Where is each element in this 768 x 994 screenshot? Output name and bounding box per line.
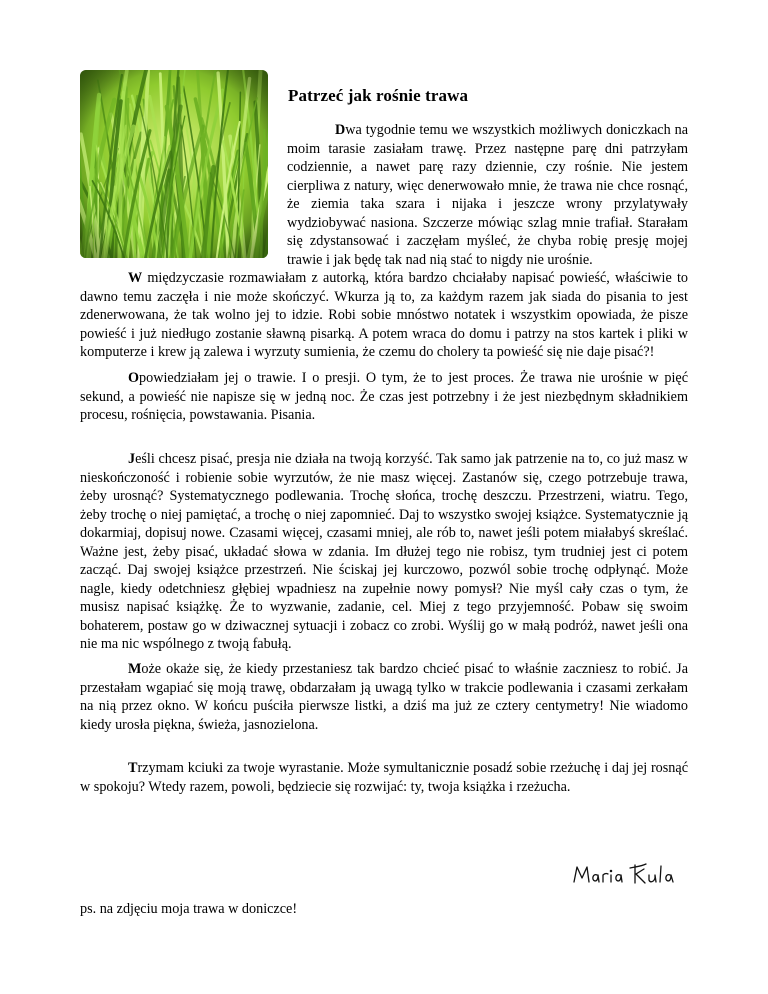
paragraph-3: [80, 369, 688, 425]
paragraph-text: wa tygodnie temu we wszystkich możliwych doniczkach na moim tarasie zasiałam trawę. Przez następne parę dni patrzyłam codziennie, a nawet parę razy dziennie, czy rośnie. Nie jestem cierpliwa z natury, więc denerwowało mnie, że trawa nie chce rosnąć, że ziemia taka szara i nijaka i jeszcze wrony przylatywały wydziobywać nasiona. Szczerze mówiąc szlag mnie trafiał. Starałam się zdystansować i zaczęłam myśleć, że chyba robię presję mojej trawie i jak będę tak nad nią stać to nigdy nie urośnie.: [287, 122, 688, 268]
paragraph-5: [80, 660, 688, 734]
paragraph-1: [287, 121, 688, 269]
grass-photo: [80, 70, 268, 258]
article-title: Patrzeć jak rośnie trawa: [288, 86, 469, 105]
paragraph-text: rzymam kciuki za twoje wyrastanie. Może symultanicznie posadź sobie rzeżuchę i daj jej rosnąć w spokoju? Wtedy razem, powoli, będziecie się rozwijać: ty, twoja książka i rzeżucha.: [80, 760, 688, 795]
handwritten-signature: [572, 858, 684, 890]
drop-initial: D: [335, 122, 346, 138]
drop-initial: W: [128, 270, 143, 286]
grass-image: [80, 70, 268, 258]
paragraph-6: [80, 759, 688, 796]
postscript: ps. na zdjęciu moja trawa w doniczce!: [80, 901, 298, 917]
drop-initial: M: [128, 661, 142, 677]
paragraph-2: [80, 269, 688, 362]
paragraph-text: międzyczasie rozmawiałam z autorką, która bardzo chciałaby napisać powieść, właściwie to dawno temu zaczęła i nie może skończyć. Wkurza ją to, za każdym razem jak siada do pisania to jest zdenerwowana, że tak wolno jej to idzie. Robi sobie mnóstwo notatek i wszystkim opowiada, że pisze powieść i już niedługo zostanie sławną pisarką. A potem wraca do domu i patrzy na stos kartek i pliki w komputerze i krew ją zalewa i wyrzuty sumienia, że czemu do cholery ta powieść się nie daje pisać?!: [80, 270, 688, 360]
paragraph-text: eśli chcesz pisać, presja nie działa na twoją korzyść. Tak samo jak patrzenie na to, co już masz w nieskończoność i robienie sobie wyrzutów, że nie masz więcej. Zastanów się, czego potrzebuje trawa, żeby urosnąć? Systematycznego podlewania. Trochę słońca, trochę deszczu. Przestrzeni, wiatru. Tego, żeby trochę o niej pamiętać, a trochę o niej zapomnieć. Daj to wszystko swojej książce. Systematycznie ją dokarmiaj, dopisuj nowe. Czasami więcej, czasami mniej, ale rób to, nawet jeśli potem miałabyś skreślać. Ważne jest, żeby pisać, układać słowa w zdania. Im dłużej tego nie robisz, tym trudniej jest ci potem zacząć. Daj swojej książce przestrzeń. Nie ściskaj jej kurczowo, pozwól sobie trochę odpłynąć. Może nagle, kiedy odetchniesz głębiej wpadniesz na zupełnie nowy pomysł? Nie myśl cały czas o tym, że musisz napisać książkę. Że to wyzwanie, zadanie, cel. Miej z tego przyjemność. Pobaw się swoim bohaterem, postaw go w dziwacznej sytuacji i zobacz co zrobi. Wyślij go w małą podróż, nawet jeśli ona nie ma nic wspólnego z twoją fabułą.: [80, 451, 688, 652]
paragraph-4: [80, 450, 688, 654]
drop-initial: O: [128, 370, 140, 386]
paragraph-text: powiedziałam jej o trawie. I o presji. O tym, że to jest proces. Że trawa nie urośnie w pięć sekund, a powieść nie napisze się w jedną noc. Że czas jest potrzebny i że jest niezbędnym składnikiem procesu, rośnięcia, powstawania. Pisania.: [80, 370, 688, 423]
drop-initial: J: [128, 451, 136, 467]
paragraph-text: oże okaże się, że kiedy przestaniesz tak bardzo chcieć pisać to właśnie zaczniesz to robić. Ja przestałam wgapiać się moją trawę, obdarzałam ją uwagą tylko w trakcie podlewania i czasami zerkałam na nią przez okno. W końcu puściła pierwsze listki, a dziś ma już ze cztery centymetry! Nie wiadomo kiedy urosła piękna, świeża, jasnozielona.: [80, 661, 688, 733]
drop-initial: T: [128, 760, 138, 776]
